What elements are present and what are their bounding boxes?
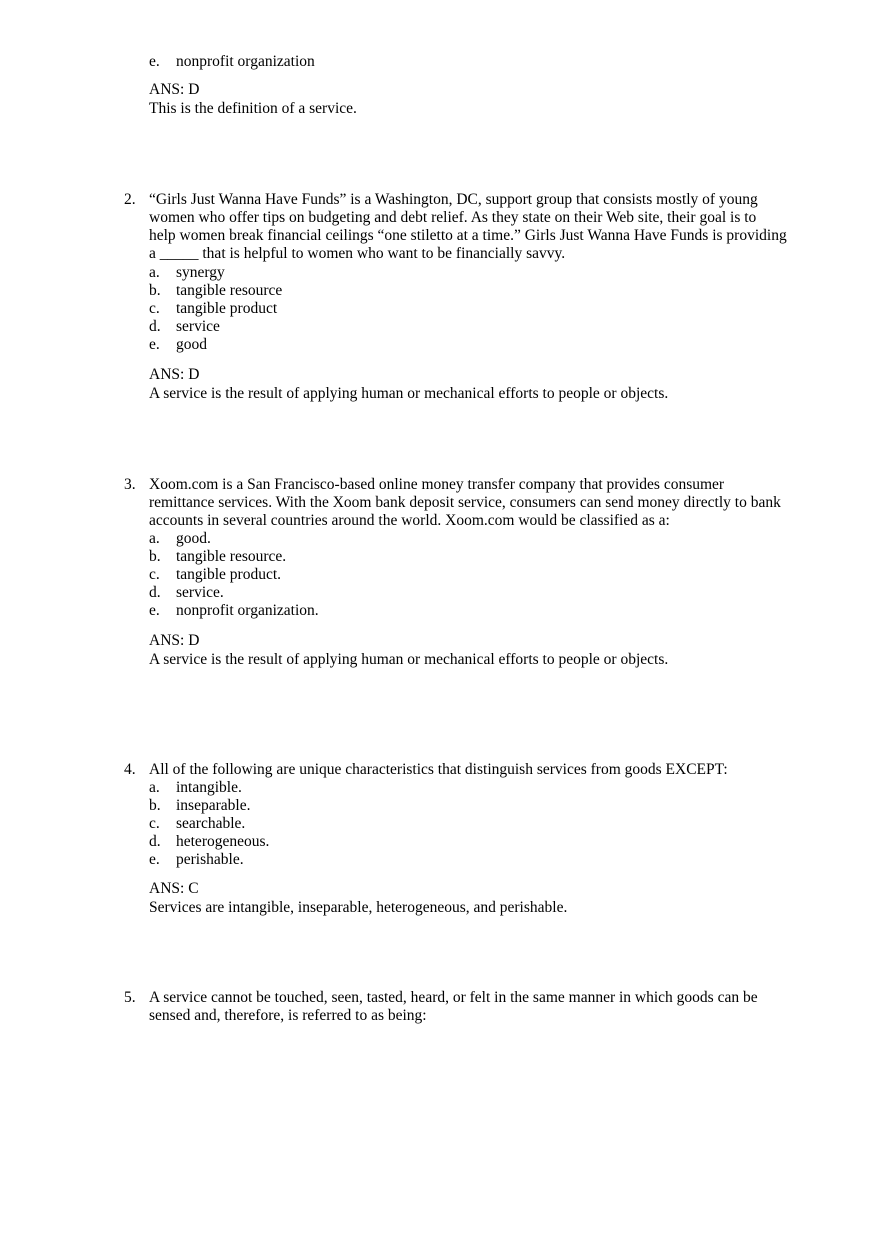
question-4-option-d: heterogeneous. <box>176 833 270 850</box>
question-2-option-c: tangible product <box>176 300 278 317</box>
question-3-option-c: tangible product. <box>176 566 282 583</box>
question-3-option-a: good. <box>176 530 211 547</box>
question-2-option-e: good <box>176 336 207 353</box>
question-3-option-e-letter: e. <box>149 602 160 619</box>
question-4-option-a: intangible. <box>176 779 242 796</box>
question-2-option-a-letter: a. <box>149 264 160 281</box>
question-3-option-b: tangible resource. <box>176 548 287 565</box>
question-2-option-e-letter: e. <box>149 336 160 353</box>
question-2-option-d-letter: d. <box>149 318 161 335</box>
question-2-rationale: A service is the result of applying human or mechanical efforts to people or objects. <box>149 385 669 402</box>
question-3-option-b-letter: b. <box>149 548 161 565</box>
question-4-option-c-letter: c. <box>149 815 160 832</box>
question-2-number: 2. <box>124 191 136 208</box>
question-2-option-b-letter: b. <box>149 282 161 299</box>
question-3-answer: ANS: D <box>149 632 200 649</box>
prev-answer: ANS: D <box>149 81 200 98</box>
question-2-option-d: service <box>176 318 220 335</box>
question-4-option-b-letter: b. <box>149 797 161 814</box>
question-3-line-1: Xoom.com is a San Francisco-based online money transfer company that provides consumer <box>149 476 725 493</box>
question-3-number: 3. <box>124 476 136 493</box>
prev-option-e-letter: e. <box>149 53 160 70</box>
question-4-option-d-letter: d. <box>149 833 161 850</box>
question-2-line-4: a _____ that is helpful to women who want to be financially savvy. <box>149 245 566 262</box>
question-4-rationale: Services are intangible, inseparable, heterogeneous, and perishable. <box>149 899 568 916</box>
question-3-rationale: A service is the result of applying human or mechanical efforts to people or objects. <box>149 651 669 668</box>
question-2-option-a: synergy <box>176 264 225 281</box>
question-4-option-a-letter: a. <box>149 779 160 796</box>
prev-option-e-text: nonprofit organization <box>176 53 315 70</box>
question-4-option-b: inseparable. <box>176 797 251 814</box>
question-4-option-c: searchable. <box>176 815 246 832</box>
question-2-option-c-letter: c. <box>149 300 160 317</box>
question-4-number: 4. <box>124 761 136 778</box>
question-2-option-b: tangible resource <box>176 282 283 299</box>
question-3-option-d-letter: d. <box>149 584 161 601</box>
question-2-answer: ANS: D <box>149 366 200 383</box>
question-2-line-1: “Girls Just Wanna Have Funds” is a Washington, DC, support group that consists mostly of young <box>149 191 758 208</box>
question-3-line-2: remittance services. With the Xoom bank deposit service, consumers can send money directly to bank <box>149 494 781 511</box>
question-4-option-e-letter: e. <box>149 851 160 868</box>
prev-rationale: This is the definition of a service. <box>149 100 357 117</box>
question-5-line-2: sensed and, therefore, is referred to as being: <box>149 1007 427 1024</box>
question-3-option-e: nonprofit organization. <box>176 602 319 619</box>
question-5-number: 5. <box>124 989 136 1006</box>
question-3-line-3: accounts in several countries around the world. Xoom.com would be classified as a: <box>149 512 670 529</box>
question-3-option-c-letter: c. <box>149 566 160 583</box>
question-4-line-1: All of the following are unique characteristics that distinguish services from goods EXCEPT: <box>149 761 728 778</box>
question-4-option-e: perishable. <box>176 851 244 868</box>
question-5-line-1: A service cannot be touched, seen, tasted, heard, or felt in the same manner in which goods can be <box>149 989 758 1006</box>
question-4-answer: ANS: C <box>149 880 199 897</box>
question-2-line-2: women who offer tips on budgeting and debt relief. As they state on their Web site, their goal is to <box>149 209 757 226</box>
question-2-line-3: help women break financial ceilings “one stiletto at a time.” Girls Just Wanna Have Funds is providing <box>149 227 787 244</box>
question-3-option-a-letter: a. <box>149 530 160 547</box>
question-3-option-d: service. <box>176 584 224 601</box>
